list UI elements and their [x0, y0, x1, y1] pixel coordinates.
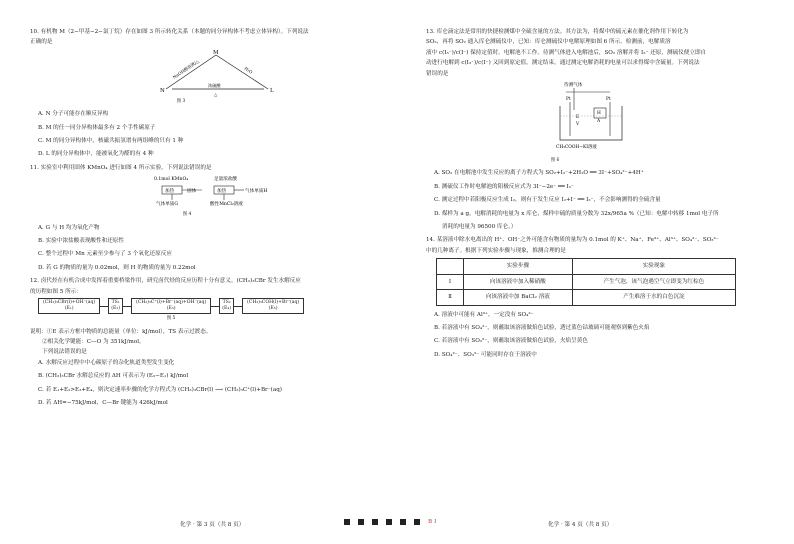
- q14-option-c: C. 若溶液中有 SO₃²⁻，则蘸取该溶液做焰色试验，火焰呈黄色: [434, 338, 588, 345]
- q10-stem-line2: 正确的是: [30, 39, 53, 46]
- footer-square-mark: [344, 519, 350, 525]
- q12-stage-3: (CH₃)₃COH(l)+Br⁻(aq) (E₅): [242, 298, 304, 314]
- footer-square-mark: [372, 519, 378, 525]
- table-cell: 向该溶液中加 BaCl₂ 溶液: [464, 290, 573, 305]
- table-row: [437, 290, 736, 305]
- q10-option-b: B. M 的任一同分异构体最多有 2 个手性碳原子: [38, 124, 156, 131]
- footer-code: BI: [428, 519, 439, 525]
- question-12: [30, 277, 372, 407]
- q14-option-b: B. 若溶液中有 SO₄²⁻，则蘸取该溶液做焰色试验，透过蓝色钴玻璃可能观察到紫色火焰: [434, 324, 650, 331]
- q12-reaction-pathway: [38, 298, 372, 314]
- q14-option-d: D. SO₄²⁻、SO₃²⁻ 可能同时存在于溶液中: [434, 351, 537, 358]
- table-cell: Ⅰ: [437, 274, 464, 289]
- q13-stem-line4: 动进行电解到 c(I₃⁻)/c(I⁻) 又回到原定值，测定结束，通过测定电解消耗的电量可以求得煤中含硫量。下列说法: [426, 60, 700, 67]
- q13-option-d-cont: 消耗的电量为 96500 库仑。）: [442, 224, 517, 231]
- q11-flow-diagram: [132, 174, 312, 210]
- footer-square-mark: [386, 519, 392, 525]
- q12-stage-1: (CH₃)₃CBr(l)+OH⁻(aq) (E₁): [38, 298, 100, 314]
- q13-solution-label: CH₃COOH−KI溶液: [556, 145, 597, 151]
- footer-page-4: 化学 · 第 4 页（共 8 页）: [548, 522, 613, 528]
- footer-square-mark: [414, 519, 420, 525]
- q13-stem-line2: SO₂，再将 SO₂ 通入库仑测硫仪中，已知：库仑测硫仪中电解原理如图 6 所示。检测前，电解质溶: [426, 39, 671, 46]
- question-13: [426, 28, 764, 231]
- q13-label-e: E: [576, 115, 580, 121]
- q11-step-heat-2: 加热: [217, 189, 227, 195]
- table-row: [437, 274, 736, 289]
- table-header-cell: [437, 259, 464, 274]
- q10-option-c: C. M 的同分异构体中，核磁共振氢谱有两组峰的只有 1 种: [38, 138, 184, 145]
- q11-gas-h: 气体单质H: [245, 189, 268, 195]
- footer-marks: [340, 518, 438, 525]
- left-column: [30, 28, 372, 412]
- q14-stem-line2: 中的几种离子。根据下列实验步骤与现象，推测合理的是: [426, 247, 566, 254]
- q13-fig-caption: 图 6: [550, 158, 560, 164]
- q12-ts-1: TS₁ (E₂): [108, 298, 123, 314]
- q11-option-c: C. 整个过程中 Mn 元素至少参与了 3 个氧化还原反应: [38, 251, 172, 258]
- q11-solid: 固体: [187, 189, 197, 195]
- question-11: [30, 164, 372, 272]
- q12-judge: 下列说法错误的是: [42, 349, 87, 356]
- q10-label-heat: △: [214, 91, 218, 97]
- q13-option-d: D. 煤样为 a g，电解消耗的电量为 x 库仑，煤样中硫的质量分数为 32x/965a %（已知：电解中转移 1mol 电子所: [434, 210, 719, 217]
- q13-label-a: A: [597, 119, 601, 125]
- q11-stem: 11. 实验室中利用固体 KMnO₄ 进行如图 4 所示实验，下列说法错误的是: [30, 164, 212, 171]
- q13-pt-left: Pt: [566, 97, 571, 103]
- q14-experiment-table: [436, 258, 736, 305]
- q10-node-m: M: [213, 49, 219, 56]
- q12-stem-line1: 12. 卤代烃在有机合成中发挥着重要桥梁作用，研究卤代烃的反应历程十分有意义。(CH₃)₃CBr 发生水解反应: [30, 278, 301, 285]
- q13-option-a: A. SO₂ 在电解池中发生反应的离子方程式为 SO₂+I₃⁻+2H₂O ══ 3I⁻+SO₄²⁻+4H⁺: [434, 170, 644, 177]
- table-cell: 产生气泡，该气泡遇空气立即变为红棕色: [572, 274, 735, 289]
- q10-option-d: D. L 的同分异构体中，能被氧化为醛的有 4 种: [38, 151, 154, 158]
- q12-note-2: ②相关化学键能：C—O 为 351kJ/mol。: [42, 338, 145, 345]
- q14-option-a: A. 溶液中可能有 Al³⁺，一定没有 SO₄²⁻: [434, 311, 534, 318]
- q13-electrolysis-cell: [550, 80, 640, 156]
- q10-label-naoh: NaOH醇溶液/△: [171, 58, 200, 80]
- q11-option-a: A. G 与 H 均为氧化产物: [38, 224, 100, 231]
- question-10: [30, 28, 372, 159]
- q12-ts-2: TS₂ (E₄): [219, 298, 234, 314]
- footer-page-3: 化学 · 第 3 页（共 8 页）: [180, 522, 245, 528]
- q10-conversion-diagram: [158, 49, 298, 97]
- q12-option-b: B. (CH₃)₃CBr 水解总反应的 ΔH 可表示为 (E₅−E₁) kJ/mol: [38, 373, 189, 380]
- q13-option-b: B. 测硫仪工作时电解池的阳极反应式为 3I⁻−2e⁻ ══ I₃⁻: [434, 183, 574, 190]
- q13-option-c: C. 测定过程中若阳极反应生成 I₂，则有于发生反应 I₂+I⁻ ══ I₃⁻，不会影响测得的全硫含量: [434, 197, 661, 204]
- q11-gas-g: 气体单质G: [156, 202, 179, 208]
- q11-solution: 酸性MnCl₂溶液: [210, 202, 243, 208]
- right-column: [426, 28, 764, 364]
- q13-pt-right: Pt: [606, 97, 611, 103]
- q11-fig-caption: 图 4: [182, 212, 192, 218]
- q11-option-b: B. 实验中浓盐酸表现酸性和还原性: [38, 238, 124, 245]
- table-cell: 向该溶液中加入稀硝酸: [464, 274, 573, 289]
- q12-option-d: D. 若 ΔH=−75kJ/mol，C—Br 键能为 426kJ/mol: [38, 399, 168, 406]
- q10-fig-caption: 图 3: [176, 98, 186, 104]
- q10-option-a: A. N 分子可能存在顺反异构: [38, 111, 109, 118]
- q13-stem-line5: 错误的是: [426, 70, 449, 77]
- q13-label-h: H: [597, 111, 601, 117]
- q10-node-n: N: [160, 87, 165, 94]
- q12-stage-2: (CH₃)₃C⁺(l)+Br⁻(aq)+OH⁻(aq) (E₃): [131, 298, 211, 314]
- q12-stem-line2: 的历程如图 5 所示：: [30, 288, 82, 295]
- q11-reagent-kmno4: 0.1mol KMnO₄: [154, 177, 189, 183]
- q13-gas-label: 待测气体: [564, 83, 583, 89]
- q10-label-h2o: H₂O: [243, 65, 254, 75]
- q10-stem-line1: 10. 有机物 M（2−甲基−2−氯丁烷）存在如图 3 所示转化关系（本题的同分异构体不考虑立体异构）。下列说法: [30, 29, 309, 35]
- table-header-cell: 实验步骤: [464, 259, 573, 274]
- q13-label-v: V: [576, 122, 580, 128]
- question-14: [426, 236, 764, 359]
- q12-fig-caption: 图 5: [166, 316, 176, 322]
- table-header-cell: 实验现象: [572, 259, 735, 274]
- q12-option-a: A. 水解反应过程中中心碳原子的杂化轨道类型发生变化: [38, 359, 175, 366]
- q12-option-c: C. 若 E₁+E₂>E₃+E₄，则决定速率步骤的化学方程式为 (CH₃)₃CBr(l) ⟶ (CH₃)₃C⁺(l)+Br⁻(aq): [38, 386, 282, 393]
- table-header-row: [437, 259, 736, 274]
- q10-node-l: L: [270, 87, 274, 94]
- q12-note-1: 说明：①E 表示方框中物质的总能量（单位：kJ/mol），TS 表示过渡态。: [30, 328, 212, 335]
- q11-step-heat-1: 加热: [165, 189, 175, 195]
- q11-reagent-hcl: 足量浓盐酸: [214, 177, 237, 183]
- table-cell: 产生难溶于水的白色沉淀: [572, 290, 735, 305]
- table-cell: Ⅱ: [437, 290, 464, 305]
- q13-stem-line1: 13. 库仑滴定法是常用的快捷检测煤中全硫含量的方法。其方法为，将煤中的硫元素在催化剂作用下转化为: [426, 29, 689, 35]
- q10-label-h2so4: 浓硫酸: [208, 82, 221, 88]
- footer-square-mark: [400, 519, 406, 525]
- footer-square-mark: [358, 519, 364, 525]
- q14-stem-line1: 14. 某溶液中除水电离出的 H⁺、OH⁻之外可能含有物质的量均为 0.1mol 的 K⁺、Na⁺、Fe³⁺、Al³⁺、SO₄²⁻、SO₃²⁻: [426, 237, 719, 244]
- q13-stem-line3: 液中 c(I₃⁻)/c(I⁻) 保持定值时，电解池不工作。待测气体进入电解池后，SO₂ 溶解并将 I₃⁻ 还原，测硫仪便立即自: [426, 49, 707, 56]
- q11-option-d: D. 若 G 的物质的量为 0.02mol，则 H 的物质的量为 0.22mol: [38, 264, 196, 271]
